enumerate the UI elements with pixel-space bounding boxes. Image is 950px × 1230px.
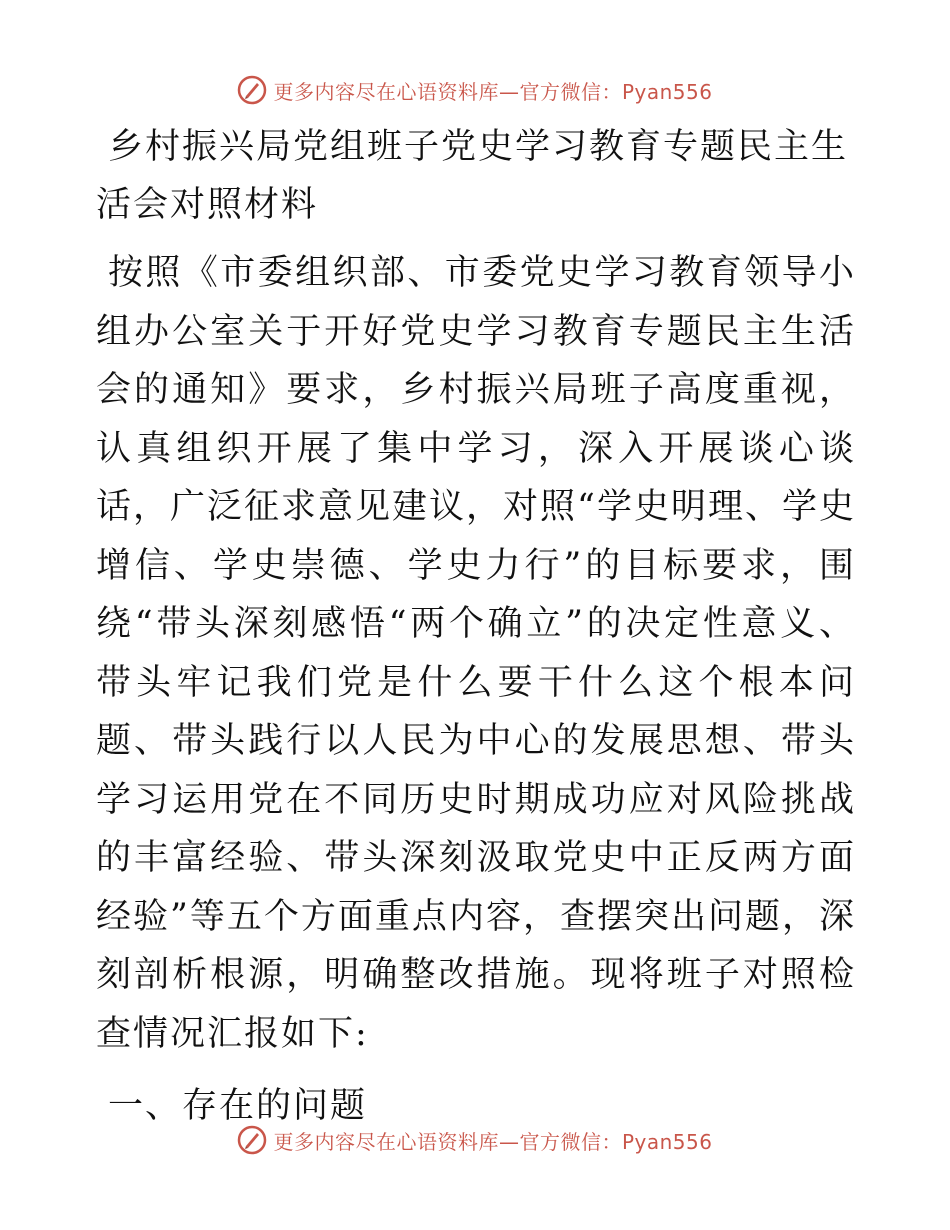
watermark-text: 更多内容尽在心语资料库—官方微信：Pyan556 [273,1129,713,1154]
document-title: 乡村振兴局党组班子党史学习教育专题民主生活会对照材料 [96,127,849,225]
watermark-text: 更多内容尽在心语资料库—官方微信：Pyan556 [273,79,713,104]
quill-logo-icon [237,1125,267,1155]
section-heading-problems: 一、存在的问题 [108,1086,368,1126]
document-body [96,118,856,1135]
watermark-header [0,70,950,110]
watermark-footer [0,1120,950,1160]
quill-logo-icon [237,75,267,105]
intro-paragraph: 按照《市委组织部、市委党史学习教育领导小组办公室关于开好党史学习教育专题民主生活会的通知》要求，乡村振兴局班子高度重视，认真组织开展了集中学习，深入开展谈心谈话，广泛征求意见建议，对照“学史明理、学史增信、学史崇德、学史力行”的目标要求，围绕“带头深刻感悟“两个确立”的决定性意义、带头牢记我们党是什么要干什么这个根本问题、带头践行以人民为中心的发展思想、带头学习运用党在不同历史时期成功应对风险挑战的丰富经验、带头深刻汲取党史中正反两方面经验”等五个方面重点内容，查摆突出问题，深刻剖析根源，明确整改措施。现将班子对照检查情况汇报如下: [96,253,856,1054]
